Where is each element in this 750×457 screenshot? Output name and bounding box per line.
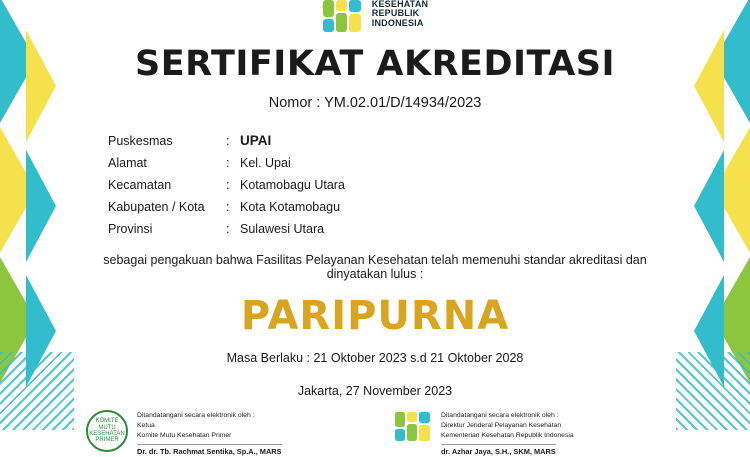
decorative-frame-right <box>674 0 750 430</box>
detail-row <box>108 133 672 148</box>
ministry-name <box>372 0 428 28</box>
detail-row <box>108 178 672 192</box>
decorative-frame-left <box>0 0 76 430</box>
signature-line-2: Ketua <box>137 421 155 429</box>
chevron-shape <box>26 150 56 262</box>
detail-label: Provinsi <box>108 222 153 236</box>
signature-line-2: Direktur Jenderal Pelayanan Kesehatan <box>441 421 562 429</box>
detail-separator: : <box>226 156 230 170</box>
signature-block-dirjen <box>394 410 664 457</box>
signature-text <box>137 410 282 457</box>
detail-value: Kel. Upai <box>240 156 291 170</box>
ministry-line-1: KESEHATAN <box>371 0 429 9</box>
hatch-pattern <box>0 352 74 430</box>
kemenkes-pinwheel-logo-icon <box>322 0 364 34</box>
detail-separator: : <box>226 178 230 192</box>
detail-separator: : <box>226 134 230 148</box>
detail-label: Kecamatan <box>108 178 172 192</box>
place-and-date: Jakarta, 27 November 2023 <box>297 384 453 398</box>
certificate-number: Nomor : YM.02.01/D/14934/2023 <box>268 95 482 111</box>
signature-name: Dr. dr. Tb. Rachmat Sentika, Sp.A., MARS <box>137 444 282 457</box>
detail-row <box>108 156 672 170</box>
ministry-line-2: REPUBLIK <box>371 8 420 19</box>
signature-line-1: Ditandatangani secara elektronik oleh : <box>137 412 255 419</box>
detail-value: Kota Kotamobagu <box>240 200 341 214</box>
ministry-line-3: INDONESIA <box>371 17 424 28</box>
header-logo-row <box>78 0 672 34</box>
validity-period: Masa Berlaku : 21 Oktober 2023 s.d 21 Oktober 2028 <box>226 351 524 365</box>
detail-label: Puskesmas <box>108 134 173 148</box>
signature-line-3: Kementerian Kesehatan Republik Indonesia <box>441 431 574 439</box>
detail-separator: : <box>226 222 230 236</box>
signature-area <box>78 410 672 457</box>
signature-line-1: Ditandatangani secara elektronik oleh : <box>441 412 559 419</box>
accreditation-grade: PARIPURNA <box>240 293 510 339</box>
chevron-shape <box>694 30 724 142</box>
signature-name: dr. Azhar Jaya, S.H., SKM, MARS <box>441 444 556 457</box>
kemenkes-pinwheel-logo-icon <box>394 410 434 450</box>
chevron-shape <box>694 150 724 262</box>
kmkp-seal-icon <box>86 410 130 454</box>
detail-value: UPAI <box>240 133 272 148</box>
detail-separator: : <box>226 200 230 214</box>
signature-text <box>441 410 574 457</box>
detail-label: Kabupaten / Kota <box>108 200 205 214</box>
seal-circle: KOMITE MUTU KESEHATAN PRIMER <box>86 410 128 452</box>
detail-row <box>108 200 672 214</box>
page-title: SERTIFIKAT AKREDITASI <box>135 44 615 84</box>
chevron-shape <box>26 30 56 142</box>
signature-line-3: Komite Mutu Kesehatan Primer <box>137 431 232 439</box>
hatch-pattern <box>676 352 750 430</box>
detail-value: Sulawesi Utara <box>240 222 325 236</box>
certificate-body <box>78 0 672 456</box>
detail-row <box>108 222 672 236</box>
signature-block-ketua <box>86 410 356 457</box>
accreditation-statement: sebagai pengakuan bahwa Fasilitas Pelayanan Kesehatan telah memenuhi standar akreditasi dan dinyatakan lulus : <box>103 253 647 281</box>
detail-label: Alamat <box>108 156 147 170</box>
facility-details <box>108 133 672 236</box>
detail-value: Kotamobagu Utara <box>240 178 345 192</box>
